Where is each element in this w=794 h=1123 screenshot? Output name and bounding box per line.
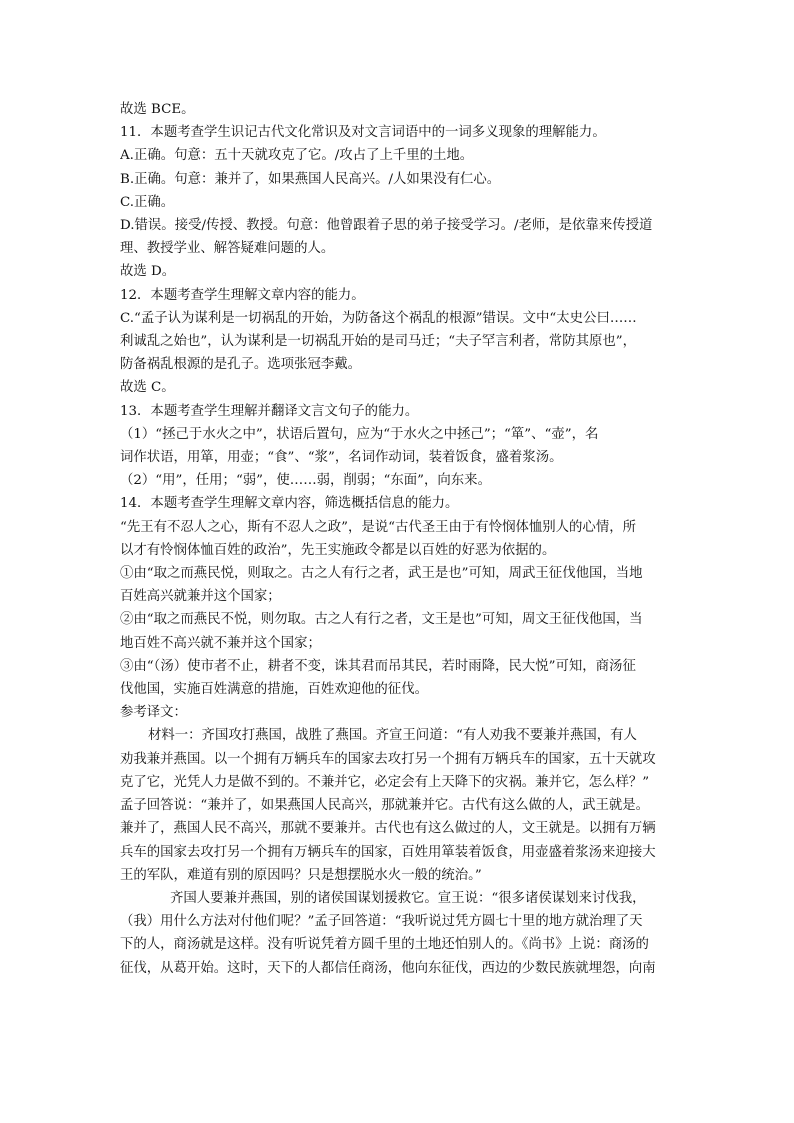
question-13-heading: 13．本题考查学生理解并翻译文言文句子的能力。 [120, 403, 419, 419]
text-line: 理、教授学业、解答疑难问题的人。 [120, 241, 335, 257]
text-line: C.正确。 [120, 194, 175, 210]
text-line: （我）用什么方法对付他们呢？”孟子回答道：“我听说过凭方圆七十里的地方就治理了天 [120, 914, 643, 930]
text-line: （1）“拯己于水火之中”，状语后置句，应为“于水火之中拯己”；“箪”、“壶”，名 [120, 426, 599, 442]
text-line: ②由“取之而燕民不悦，则勿取。古之人有行之者，文王是也”可知，周文王征伐他国，当 [120, 612, 643, 628]
text-line: 以才有怜悯体恤百姓的政治”，先王实施政令都是以百姓的好恶为依据的。 [120, 542, 556, 558]
text-line: 孟子回答说：“兼并了，如果燕国人民高兴，那就兼并它。古代有这么做的人，武王就是。 [120, 798, 650, 814]
text-line: “先王有不忍人之心，斯有不忍人之政”，是说“古代圣王由于有怜悯体恤别人的心情，所 [120, 519, 636, 535]
text-line: 地百姓不高兴就不兼并这个国家； [120, 635, 321, 651]
text-line: A.正确。句意：五十天就攻克了它。/攻占了上千里的土地。 [120, 148, 474, 164]
text-line: 材料一：齐国攻打燕国，战胜了燕国。齐宣王问道：“有人劝我不要兼并燕国，有人 [148, 728, 637, 744]
text-line: 百姓高兴就兼并这个国家； [120, 589, 281, 605]
question-11-heading: 11．本题考查学生识记古代文化常识及对文言词语中的一词多义现象的理解能力。 [120, 125, 606, 141]
text-line: 征伐，从葛开始。这时，天下的人都信任商汤，他向东征伐，西边的少数民族就埋怨，向南 [120, 960, 656, 976]
text-line: ①由“取之而燕民悦，则取之。古之人有行之者，武王是也”可知，周武王征伐他国，当地 [120, 566, 643, 582]
text-line: 故选 D。 [120, 264, 176, 280]
text-line: 兵车的国家去攻打另一个拥有万辆兵车的国家，百姓用箪装着饭食，用壶盛着浆汤来迎接大 [120, 844, 656, 860]
text-line: D.错误。接受/传授、教授。句意：他曾跟着子思的弟子接受学习。/老师，是依靠来传授道 [120, 218, 653, 234]
text-line: 齐国人要兼并燕国，别的诸侯国谋划援救它。宣王说：“很多诸侯谋划来讨伐我， [170, 890, 646, 906]
text-line: 劝我兼并燕国。以一个拥有万辆兵车的国家去攻打另一个拥有万辆兵车的国家，五十天就攻 [120, 751, 656, 767]
text-line: 利诚乱之始也”，认为谋利是一切祸乱开始的是司马迁；“夫子罕言利者，常防其原也”， [120, 334, 636, 350]
text-line: 下的人，商汤就是这样。没有听说凭着方圆千里的土地还怕别人的。《尚书》上说：商汤的 [120, 937, 649, 953]
text-line: 故选 BCE。 [120, 102, 195, 117]
text-line: 兼并了，燕国人民不高兴，那就不要兼并。古代也有这么做过的人，文王就是。以拥有万辆 [120, 821, 656, 837]
question-14-heading: 14．本题考查学生理解文章内容，筛选概括信息的能力。 [120, 496, 459, 512]
text-line: （2）“用”，任用；“弱”，使……弱，削弱；“东面”，向东来。 [120, 473, 491, 489]
text-line: 防备祸乱根源的是孔子。选项张冠李戴。 [120, 357, 362, 373]
text-line: 故选 C。 [120, 380, 175, 396]
text-line: ③由“（汤）使市者不止，耕者不变，诛其君而吊其民，若时雨降，民大悦”可知，商汤征 [120, 658, 636, 674]
text-line: 克了它，光凭人力是做不到的。不兼并它，必定会有上天降下的灾祸。兼并它，怎么样？” [120, 774, 650, 790]
text-line: B.正确。句意：兼并了，如果燕国人民高兴。/人如果没有仁心。 [120, 171, 501, 187]
text-line: C.“孟子认为谋利是一切祸乱的开始，为防备这个祸乱的根源”错误。文中“太史公曰…… [120, 310, 637, 326]
question-12-heading: 12．本题考查学生理解文章内容的能力。 [120, 287, 365, 303]
text-line: 伐他国，实施百姓满意的措施，百姓欢迎他的征伐。 [120, 682, 428, 698]
document-body [120, 98, 688, 980]
translation-heading: 参考译文： [120, 705, 187, 721]
text-line: 王的军队，难道有别的原因吗？只是想摆脱水火一般的统治。” [120, 867, 482, 883]
text-line: 词作状语，用箪，用壶；“食”、“浆”，名词作动词，装着饭食，盛着浆汤。 [120, 450, 563, 466]
